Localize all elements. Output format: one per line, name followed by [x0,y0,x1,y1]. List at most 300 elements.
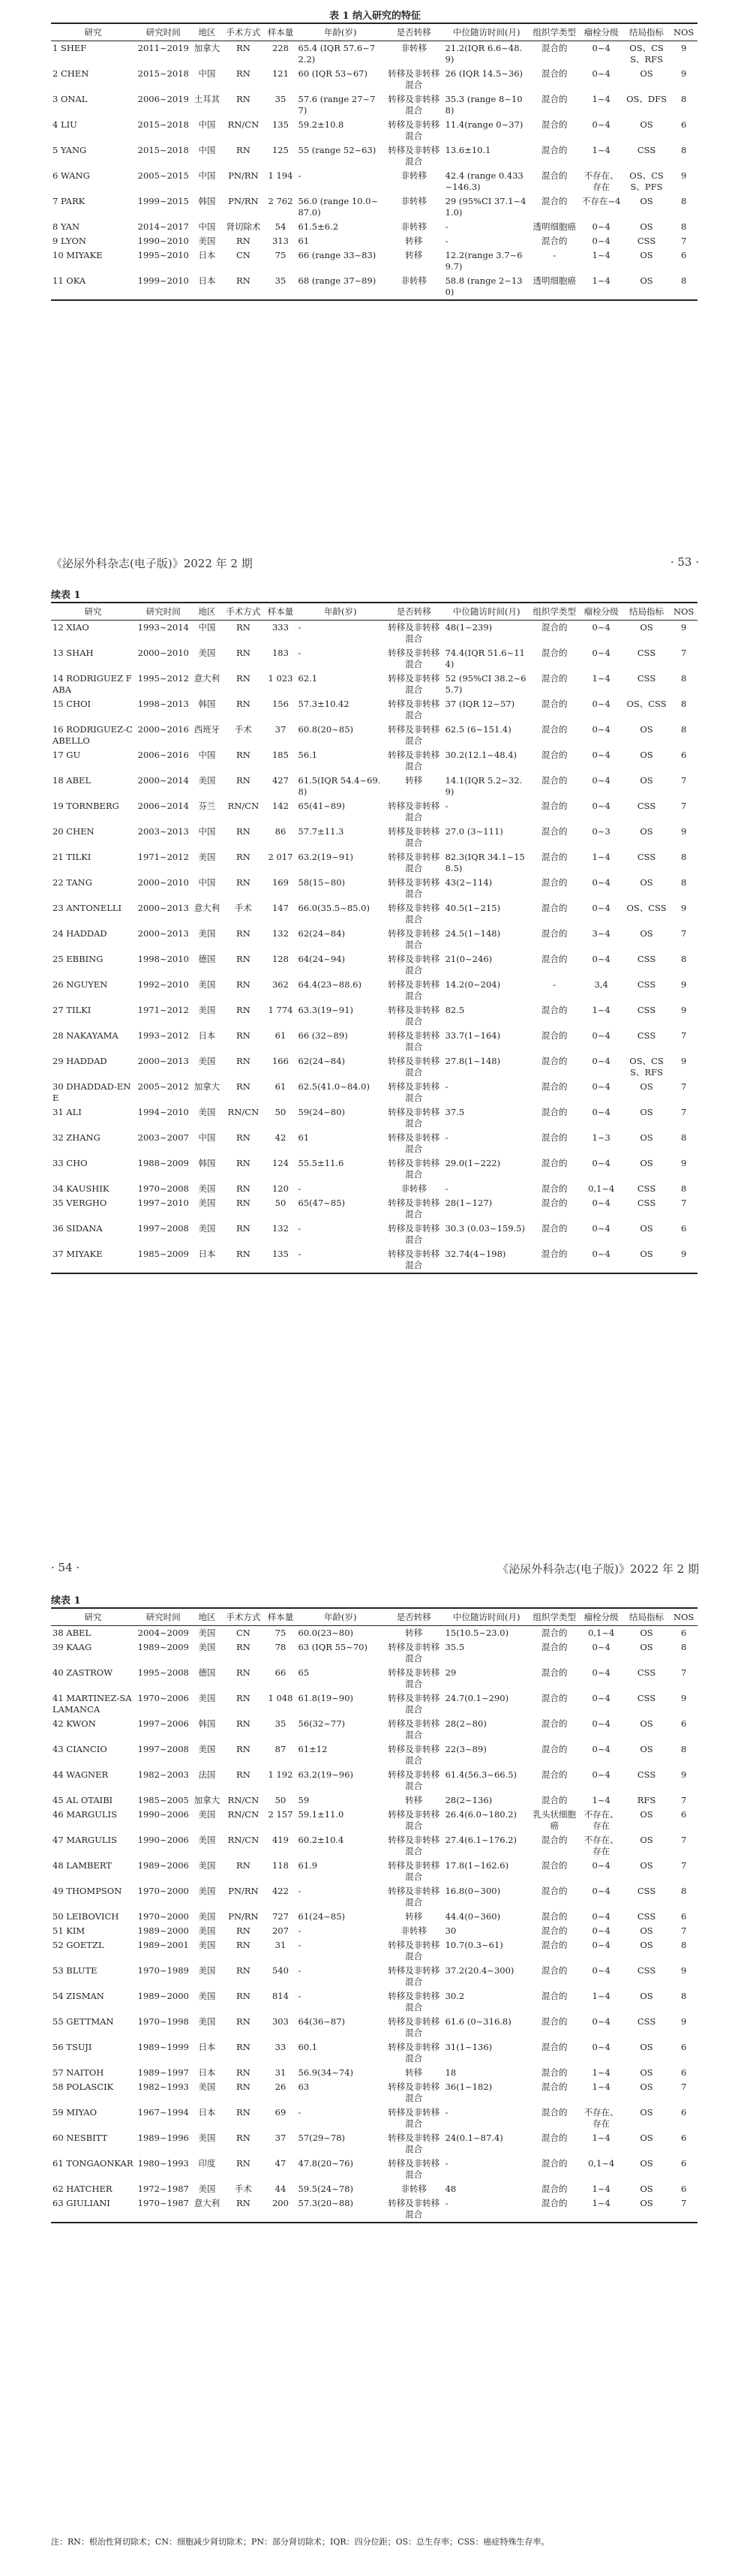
table-cell: 9 [670,1247,698,1273]
page-52 [0,0,750,465]
table-cell: RN [222,2196,264,2223]
table-cell: 转移及非转移混合 [388,1158,440,1180]
table-cell: 混合的 [541,1642,568,1652]
table-cell: OS [640,1628,653,1638]
table-cell: 4 LIU [52,119,77,130]
table-cell: 转移及非转移混合 [388,1860,440,1882]
table-cell: 87 [274,1744,286,1754]
table-cell: OS、CSS、PFS [629,170,664,192]
table-cell: 1990~2006 [137,1809,189,1820]
table-cell: 33 CHO [52,1158,88,1168]
table-cell: 21.2(IQR 6.6~48.9) [445,43,523,65]
table-cell: 228 [272,43,289,53]
table-cell: 8 [680,1183,687,1194]
table-row [51,2157,698,2182]
table-cell: - [445,2158,448,2169]
table-cell: 0~4 [592,2042,610,2052]
table-cell: 24.7(0.1~290) [445,1693,509,1703]
table-cell: 6 [680,2067,687,2078]
table-cell: 美国 [198,1744,216,1754]
table-cell: RN [236,1030,250,1041]
column-header: 手术方式 [222,1608,264,1626]
table-cell: 57(29~78) [298,2133,346,2143]
table-cell: 非转移 [400,1925,427,1936]
table-cell: 转移及非转移混合 [388,94,440,116]
table-cell: 61.5±6.2 [298,221,339,232]
table-cell: 转移及非转移混合 [388,699,440,720]
table-cell: 转移 [405,1628,423,1638]
table-cell: 1980~1993 [137,2158,189,2169]
table-cell: 169 [272,877,289,888]
table-cell: 混合的 [541,1718,568,1729]
table-cell: - [298,648,302,658]
table-cell: 9 LYON [52,236,86,246]
table-cell: 8 [680,196,687,206]
table-cell: OS [640,1940,653,1950]
table-cell: 美国 [198,236,216,246]
table-cell: 转移 [405,2067,423,2078]
table-cell: 1997~2008 [137,1744,189,1754]
table-cell: 混合的 [541,852,568,862]
table-cell: 0~4 [592,1223,610,1234]
table-cell: 2015~2018 [137,119,189,130]
table-row [51,220,698,234]
column-header: 瘤栓分级 [580,1608,623,1626]
table-cell: - [445,1183,448,1194]
continued-caption: 续表 1 [51,1595,81,1607]
table-cell: 121 [272,68,289,79]
table-row [51,1924,698,1938]
header-row [51,1608,698,1626]
table-cell: CSS [637,673,656,684]
table-cell: RN [236,1132,250,1143]
column-header: NOS [670,603,698,621]
table-cell: 26 [274,2082,286,2092]
table-cell: 3~4 [592,928,610,939]
table-cell: 37 (IQR 12~57) [445,699,515,709]
table-cell: 29 [445,1667,457,1678]
table-cell: 36(1~182) [445,2082,493,2092]
table-cell: 中国 [198,1132,216,1143]
table-cell: 转移及非转移混合 [384,1247,444,1273]
table-cell: 9 [680,1693,687,1703]
table-cell: 2 762 [268,196,293,206]
table-cell: 0~4 [592,1886,610,1896]
table-cell: 美国 [198,2016,216,2027]
table-cell: OS [640,724,653,735]
column-header: 结局指标 [623,603,670,621]
table-cell: 1989~2000 [137,1991,189,2001]
table-cell: 日本 [198,2067,216,2078]
table-cell: 333 [272,622,289,633]
table-cell: 1999~2015 [137,196,189,206]
table-cell: 9 [680,68,687,79]
table-cell: 21 TILKI [52,852,92,862]
table-cell: 转移及非转移混合 [388,1005,440,1026]
table-cell: 美国 [198,852,216,862]
table-cell: 37.2(20.4~300) [445,1965,514,1976]
table-cell: OS [640,750,653,760]
table-cell: 2 017 [268,852,293,862]
table-cell: 9 [680,1056,687,1066]
table-cell: OS、CSS、RFS [629,43,664,65]
table-cell: 0~4 [592,877,610,888]
table-cell: 37 [274,2133,286,2143]
table-cell: CSS [637,236,656,246]
table-row [51,850,698,876]
table-cell: 混合的 [541,43,568,53]
table-cell: 6 [680,2133,687,2143]
table-row [51,901,698,927]
table-cell: RN [236,1718,250,1729]
table-cell: RN [236,43,250,53]
table-cell: 转移 [405,1911,423,1922]
table-cell: 183 [272,648,289,658]
table-cell: 0~4 [592,903,610,913]
table-cell: 9 [680,1965,687,1976]
table-cell: RN [236,1198,250,1208]
table-cell: CSS [637,801,656,811]
table-row [51,1105,698,1131]
table-cell: 转移 [405,250,423,260]
table-cell: OS [640,1991,653,2001]
table-cell: 64.4(23~88.6) [298,979,362,990]
table-cell: 419 [272,1835,289,1845]
table-cell: OS [640,250,653,260]
table-cell: 混合的 [541,1183,568,1194]
table-cell: 63.2(19~91) [298,852,353,862]
table-cell: RN [236,826,250,837]
column-header: 样本量 [264,1608,296,1626]
table-cell: RN [236,1744,250,1754]
table-cell: 1971~2012 [137,1005,189,1015]
table-cell: 20 CHEN [52,826,94,837]
table-cell: 0~4 [592,1744,610,1754]
table-cell: 8 [680,94,687,104]
table-cell: 303 [272,2016,289,2027]
table-cell: 1999~2010 [135,274,191,300]
page-53 [0,555,750,1531]
table-cell: 29 (95%CI 37.1~41.0) [445,196,526,218]
table-cell: 8 [680,852,687,862]
table-row [51,1964,698,1989]
table-cell: RN [236,1056,250,1066]
table-cell: 0~4 [592,236,610,246]
table-cell: 1970~1989 [137,1965,189,1976]
table-cell: CSS [637,1769,656,1780]
table-1-caption: 表 1 纳入研究的特征 [328,11,422,22]
table-cell: 2005~2015 [137,170,189,181]
table-cell: 27 TILKI [52,1005,92,1015]
table-cell: RN [236,1642,250,1652]
table-cell: 48(1~239) [445,622,493,633]
table-cell: - [298,1991,302,2001]
table-cell: 1~4 [592,2082,610,2092]
table-cell: 0~3 [592,826,610,837]
table-cell: - [445,801,448,811]
table-cell: 64(24~94) [298,954,346,964]
table-cell: RN [236,1965,250,1976]
table-cell: 转移及非转移混合 [388,1991,440,2012]
column-header: 中位随访时间(月) [444,1608,530,1626]
table-cell: CSS [637,1693,656,1703]
table-cell: 1995~2012 [137,673,189,684]
table-cell: CSS [637,1965,656,1976]
table-cell: 韩国 [198,699,216,709]
table-cell: 40.5(1~215) [445,903,501,913]
table-row [51,1626,698,1641]
table-cell: 74.4(IQR 51.6~114) [445,648,525,669]
table-cell: 65(47~85) [298,1198,346,1208]
table-cell: 45 AL OTAIBI [52,1795,113,1805]
table-cell: 0~4 [592,1940,610,1950]
table-cell: 9 [680,170,687,181]
table-cell: 1970~1987 [135,2196,191,2223]
table-1-body [51,41,698,301]
table-cell: 美国 [198,1991,216,2001]
table-cell: 手术 [234,2184,252,2194]
table-cell: OS [640,68,653,79]
table-cell: 转移及非转移混合 [388,954,440,975]
table-cell: 14 RODRIGUEZ FABA [52,673,132,695]
table-cell: - [298,1940,302,1950]
table-cell: 转移及非转移混合 [388,1030,440,1052]
table-cell: 44.4(0~360) [445,1911,501,1922]
table-cell: OS [640,2082,653,2092]
table-cell: 6 [680,250,687,260]
table-cell: 27.0 (3~111) [445,826,503,837]
table-cell: 中国 [198,119,216,130]
table-row [51,1910,698,1924]
table-cell: 60.0(23~80) [298,1628,353,1638]
table-cell: 6 [680,119,687,130]
table-row [51,723,698,748]
table-cell: 肾切除术 [226,221,261,232]
table-cell: 7 [680,775,687,786]
table-cell: RN [236,1925,250,1936]
column-header: 组织学类型 [530,603,580,621]
table-cell: 8 [680,954,687,964]
table-row [51,248,698,274]
table-cell: 5 YANG [52,145,87,155]
table-cell: 63 GIULIANI [51,2196,135,2223]
table-cell: 转移及非转移混合 [388,1809,440,1831]
table-row [51,1938,698,1964]
table-cell: 35.3 (range 8~108) [445,94,523,116]
table-cell: 1970~2000 [137,1886,189,1896]
table-cell: 1~4 [592,250,610,260]
table-cell: RN [236,1769,250,1780]
table-cell: 1~4 [592,145,610,155]
table-cell: 混合的 [541,2133,568,2143]
table-cell: 转移 [405,1795,423,1805]
table-cell: 0~4 [592,1860,610,1871]
table-cell: 6 [680,2158,687,2169]
table-cell: 56.1 [298,750,318,760]
table-cell: OS、DFS [626,94,667,104]
table-cell: 0~4 [592,68,610,79]
table-cell: OS [640,1132,653,1143]
table-cell: 78 [274,1642,286,1652]
column-header: 结局指标 [623,1608,670,1626]
table-cell: 转移及非转移混合 [388,673,440,695]
table-cell: 美国 [198,1223,216,1234]
table-cell: 美国 [198,2133,216,2143]
table-cell: 1970~2006 [137,1693,189,1703]
table-cell: - [298,1886,302,1896]
table-cell: 47 MARGULIS [52,1835,117,1845]
table-cell: 132 [272,1223,289,1234]
table-row [51,978,698,1003]
table-cell: 7 [680,236,687,246]
table-cell: 27.4(6.1~176.2) [445,1835,518,1845]
table-cell: 1982~2003 [137,1769,189,1780]
table-cell: CSS [637,1030,656,1041]
table-row [51,1182,698,1196]
table-cell: 8 [680,221,687,232]
table-cell: 2015~2018 [137,68,189,79]
column-header: 是否转移 [384,1608,444,1626]
page-number: · 54 · [51,1561,80,1574]
table-cell: 非转移 [400,2184,427,2194]
table-cell: 33.7(1~164) [445,1030,501,1041]
table-cell: 日本 [191,274,222,300]
table-cell: - [298,1223,302,1234]
table-cell: OS、CSS [626,699,667,709]
table-cell: 日本 [198,2107,216,2118]
table-cell: 10 MIYAKE [52,250,103,260]
table-cell: 62.1 [298,673,318,684]
table-cell: 50 [274,1107,286,1117]
table-cell: 转移及非转移混合 [384,2196,444,2223]
table-cell: 32.74(4~198) [444,1247,530,1273]
table-cell: 混合的 [541,2082,568,2092]
table-row [51,2040,698,2066]
table-cell: 混合的 [541,673,568,684]
table-cell: 82.5 [445,1005,465,1015]
table-cell: 21(0~246) [445,954,493,964]
table-cell: 0,1~4 [588,1183,615,1194]
column-header: 瘤栓分级 [580,603,623,621]
column-header: 中位随访时间(月) [444,603,530,621]
table-row [51,697,698,723]
table-cell: 12 XIAO [52,622,89,633]
table-cell: OS [640,2158,653,2169]
table-cell: 69 [274,2107,286,2118]
table-cell: - [298,170,302,181]
table-cell: 28(2~80) [445,1718,487,1729]
table-cell: 0~4 [592,1642,610,1652]
table-cell: CSS [637,852,656,862]
table-cell: 0~4 [592,1769,610,1780]
table-cell: 37 MIYAKE [51,1247,135,1273]
table-cell: 转移及非转移混合 [388,1642,440,1664]
table-row [51,1196,698,1222]
table-row [51,67,698,92]
table-cell: 手术 [234,724,252,735]
table-cell: 9 [680,903,687,913]
table-row [51,1666,698,1691]
table-cell: 62(24~84) [298,1056,346,1066]
table-cell: 混合的 [541,119,568,130]
table-cell: 转移及非转移混合 [388,145,440,167]
table-row [51,143,698,169]
table-cell: 37.5 [445,1107,465,1117]
column-header: 中位随访时间(月) [444,23,530,41]
table-cell: 31 [274,2067,286,2078]
table-cell: 6 [680,1223,687,1234]
table-cell: 0~4 [592,1965,610,1976]
table-cell: RN [236,699,250,709]
table-cell: 132 [272,928,289,939]
table-cell: 8 [680,877,687,888]
table-cell: OS [640,2133,653,2143]
table-cell: RN [222,1247,264,1273]
table-cell: 1994~2010 [137,1107,189,1117]
column-header: 是否转移 [384,603,444,621]
table-cell: 混合的 [541,724,568,735]
table-cell: 61.6 (0~316.8) [445,2016,512,2027]
table-cell: 0~4 [592,1925,610,1936]
table-cell: 转移及非转移混合 [388,1693,440,1715]
table-cell: 韩国 [198,196,216,206]
table-cell: 41 MARTINEZ-SALAMANCA [52,1693,132,1715]
table-cell: 50 [274,1198,286,1208]
table-cell: 1 774 [268,1005,293,1015]
table-cell: 不存在、存在 [584,170,619,192]
table-cell: 63 [298,2082,310,2092]
table-cell: 61 [274,1030,286,1041]
table-cell: 35 [264,274,296,300]
table-cell: 62(24~84) [298,928,346,939]
column-header: 样本量 [264,603,296,621]
table-cell: 混合的 [541,1693,568,1703]
table-cell: 313 [272,236,289,246]
table-cell: 转移及非转移混合 [388,979,440,1001]
table-cell: 1995~2008 [137,1667,189,1678]
table-cell: 0~4 [592,699,610,709]
table-cell: RN/CN [227,1809,260,1820]
table-cell: 转移及非转移混合 [388,2016,440,2038]
table-cell: 转移及非转移混合 [388,1081,440,1103]
table-cell: 61.4(56.3~66.5) [445,1769,518,1780]
table-cell: 68 (range 37~89) [297,274,384,300]
table-cell: CSS [637,1911,656,1922]
table-cell: 2003~2007 [137,1132,189,1143]
table-cell: - [445,1132,448,1143]
table-cell: 30 [445,1925,457,1936]
table-cell: 62 HATCHER [52,2184,112,2194]
table-cell: 0~4 [592,1158,610,1168]
table-cell: CSS [637,2016,656,2027]
table-cell: 非转移 [400,170,427,181]
table-cell: RN [236,1223,250,1234]
table-cell: 42.4 (range 0.433~146.3) [445,170,524,192]
table-cell: RN [236,1667,250,1678]
table-cell: 美国 [198,1940,216,1950]
table-row [51,876,698,901]
table-cell: 2000~2013 [137,903,189,913]
table-cell: 63.2(19~96) [298,1769,353,1780]
table-cell: 185 [272,750,289,760]
table-cell: OS [640,1081,653,1092]
table-cell: 转移及非转移混合 [388,68,440,90]
table-cell: RN [236,2082,250,2092]
table-cell: 37 [274,724,286,735]
column-header: 组织学类型 [530,23,580,41]
table-cell: - [445,2107,448,2118]
table-cell: 47.8(20~76) [298,2158,353,2169]
